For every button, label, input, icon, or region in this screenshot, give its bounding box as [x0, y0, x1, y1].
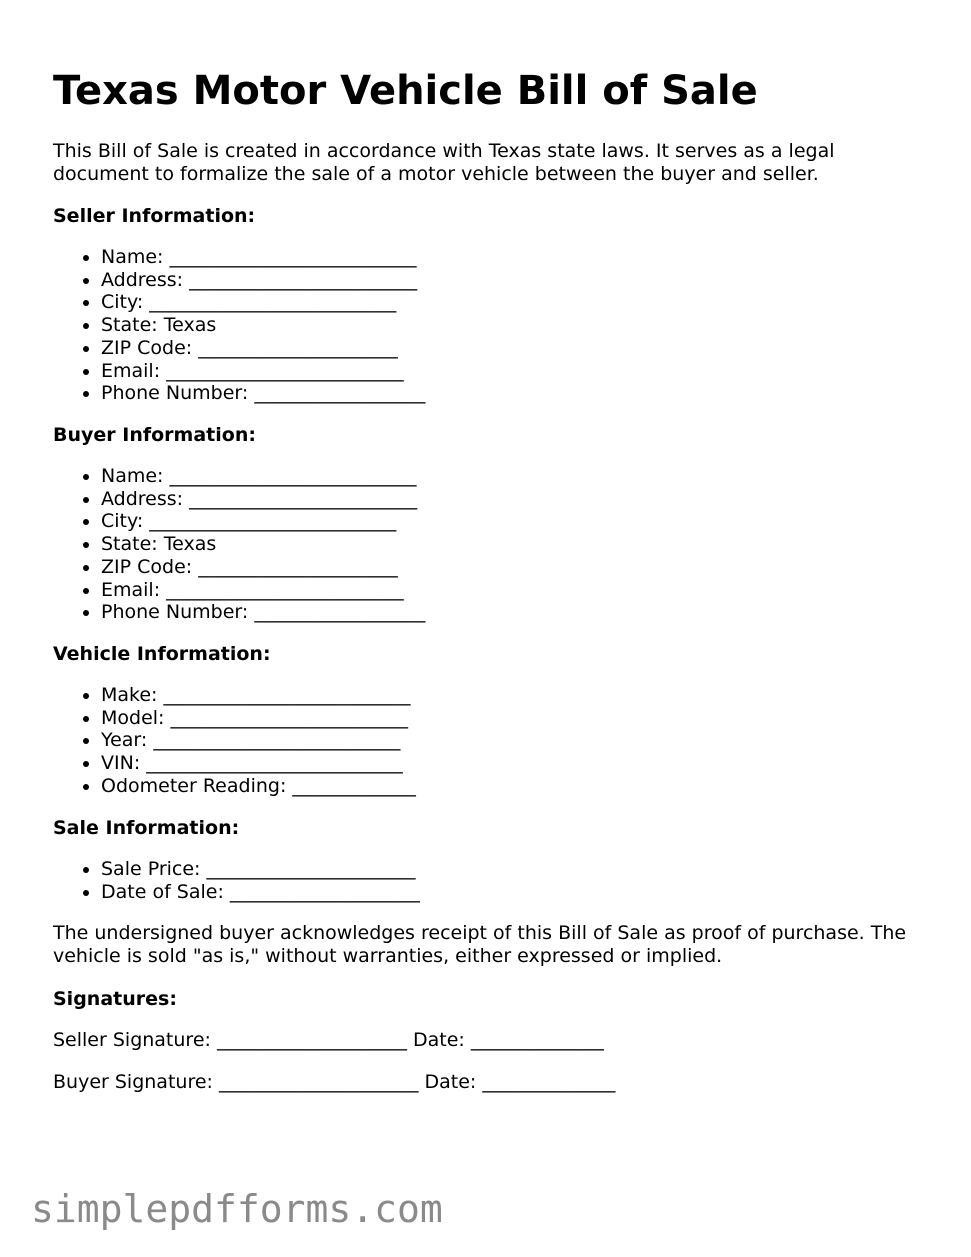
buyer-email-field: • Email: _________________________	[101, 579, 425, 602]
site-watermark: simplepdfforms.com	[31, 1187, 443, 1231]
sale-field-list	[53, 858, 420, 903]
vehicle-year-field: • Year: __________________________	[101, 729, 416, 752]
vehicle-field-list	[53, 684, 416, 798]
document-title: Texas Motor Vehicle Bill of Sale	[53, 68, 758, 114]
buyer-phone-field: • Phone Number: __________________	[101, 601, 425, 624]
seller-heading: Seller Information:	[53, 205, 256, 227]
buyer-state-field: • State: Texas	[101, 533, 425, 556]
acknowledgement-paragraph: The undersigned buyer acknowledges receipt of this Bill of Sale as proof of purchase. The vehicle is sold "as is," without warranties, either expressed or implied.	[53, 922, 907, 967]
seller-email-field: • Email: _________________________	[101, 360, 425, 383]
seller-state-field: • State: Texas	[101, 314, 425, 337]
vehicle-make-field: • Make: __________________________	[101, 684, 416, 707]
seller-zip-field: • ZIP Code: _____________________	[101, 337, 425, 360]
seller-field-list	[53, 246, 425, 405]
intro-paragraph: This Bill of Sale is created in accordance with Texas state laws. It serves as a legal document to formalize the sale of a motor vehicle between the buyer and seller.	[53, 140, 835, 185]
signatures-heading: Signatures:	[53, 988, 177, 1010]
seller-phone-field: • Phone Number: __________________	[101, 382, 425, 405]
sale-price-field: • Sale Price: ______________________	[101, 858, 420, 881]
buyer-city-field: • City: __________________________	[101, 510, 425, 533]
buyer-field-list	[53, 465, 425, 624]
vehicle-vin-field: • VIN: ___________________________	[101, 752, 416, 775]
vehicle-heading: Vehicle Information:	[53, 643, 271, 665]
seller-city-field: • City: __________________________	[101, 291, 425, 314]
seller-name-field: • Name: __________________________	[101, 246, 425, 269]
vehicle-model-field: • Model: _________________________	[101, 707, 416, 730]
vehicle-odometer-field: • Odometer Reading: _____________	[101, 775, 416, 798]
buyer-heading: Buyer Information:	[53, 424, 256, 446]
sale-date-field: • Date of Sale: ____________________	[101, 881, 420, 904]
sale-heading: Sale Information:	[53, 817, 240, 839]
seller-address-field: • Address: ________________________	[101, 269, 425, 292]
buyer-address-field: • Address: ________________________	[101, 488, 425, 511]
buyer-name-field: • Name: __________________________	[101, 465, 425, 488]
buyer-signature-line: Buyer Signature: _____________________ Date: ______________	[53, 1071, 616, 1093]
buyer-zip-field: • ZIP Code: _____________________	[101, 556, 425, 579]
seller-signature-line: Seller Signature: ____________________ Date: ______________	[53, 1029, 604, 1051]
